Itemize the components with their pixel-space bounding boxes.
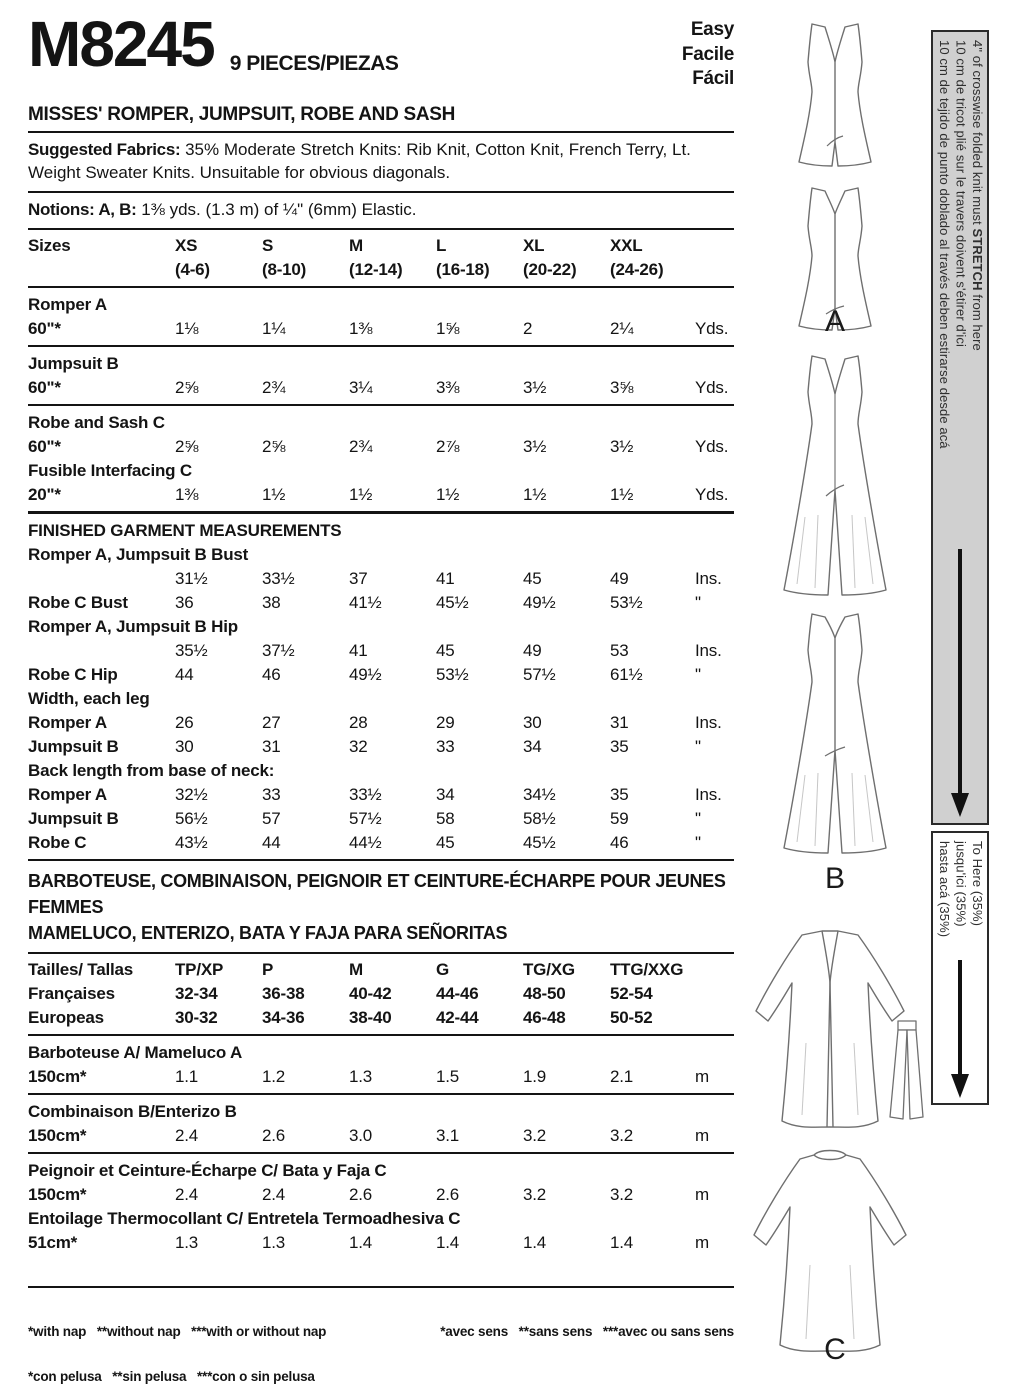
- value-cell: 31: [262, 736, 281, 756]
- french-title-line: BARBOTEUSE, COMBINAISON, PEIGNOIR ET CEINTURE-ÉCHARPE POUR JEUNES FEMMES: [28, 870, 726, 918]
- row-label: Sizes: [28, 235, 71, 255]
- row-heading-label: Romper A, Jumpsuit B Hip: [28, 616, 238, 636]
- value-cell: 38-40: [349, 1008, 392, 1028]
- table-row: [28, 316, 734, 347]
- table-section-heading: [28, 1040, 734, 1064]
- value-cell: 34: [436, 784, 455, 804]
- row-label: Romper A: [28, 712, 108, 732]
- value-cell: 44½: [349, 832, 382, 852]
- table-row: [28, 981, 734, 1005]
- spanish-title-line: MAMELUCO, ENTERIZO, BATA Y FAJA PARA SEÑORITAS: [28, 923, 508, 944]
- value-cell: S: [262, 235, 274, 255]
- to-here-box: [931, 831, 989, 1105]
- row-heading-label: Romper A: [28, 294, 108, 314]
- value-cell: 49: [523, 640, 542, 660]
- pattern-number: M8245: [28, 8, 214, 80]
- value-cell: 34-36: [262, 1008, 305, 1028]
- value-cell: 45½: [436, 592, 469, 612]
- stretch-instruction-box: [931, 30, 989, 825]
- row-heading-label: Width, each leg: [28, 688, 150, 708]
- table-row: [28, 710, 734, 734]
- row-label: Romper A: [28, 784, 108, 804]
- unit-cell: Yds.: [695, 377, 729, 397]
- view-b-label: B: [824, 862, 845, 895]
- value-cell: 49½: [349, 664, 382, 684]
- stretch-text-spanish: 10 cm de tejido de punto doblado al través deben estirarse desde acá: [936, 40, 952, 449]
- table-section-heading: [28, 1158, 734, 1182]
- row-label: 150cm*: [28, 1185, 87, 1205]
- table-section-heading: [28, 292, 734, 316]
- notions: [28, 193, 734, 230]
- table-row: [28, 233, 734, 257]
- to-here-english: To Here (35%): [969, 841, 985, 927]
- suggested-fabrics-text: 35% Moderate Stretch Knits: Rib Knit, Cotton Knit, French Terry, Lt. Weight Sweater Knits. Unsuitable for obvious diagonals.: [28, 140, 691, 182]
- value-cell: 36-38: [262, 984, 305, 1004]
- value-cell: 31: [610, 712, 629, 732]
- value-cell: 3.0: [349, 1126, 373, 1146]
- stretch-text-english: 4" of crosswise folded knit must STRETCH from here: [969, 40, 985, 351]
- value-cell: 53½: [436, 664, 469, 684]
- robe-front-line-art: [756, 931, 904, 1127]
- table-row: [28, 434, 734, 458]
- table-section-heading: [28, 758, 734, 782]
- table-row: [28, 734, 734, 758]
- value-cell: XS: [175, 235, 198, 255]
- value-cell: 27: [262, 712, 281, 732]
- value-cell: 33½: [349, 784, 382, 804]
- value-cell: 44: [175, 664, 194, 684]
- value-cell: 42-44: [436, 1008, 479, 1028]
- footnote-french: *avec sens **sans sens ***avec ou sans sens: [440, 1324, 734, 1340]
- footnotes: [28, 1286, 734, 1389]
- value-cell: 33: [262, 784, 281, 804]
- row-label: Robe C: [28, 832, 87, 852]
- value-cell: 29: [436, 712, 455, 732]
- value-cell: 1.4: [349, 1233, 373, 1253]
- value-cell: XXL: [610, 235, 643, 255]
- french-spanish-title: [28, 865, 734, 954]
- yardage-and-measurements-table: [28, 233, 734, 861]
- value-cell: 44-46: [436, 984, 479, 1004]
- stretch-down-arrow-icon: [951, 549, 969, 817]
- value-cell: 46-48: [523, 1008, 566, 1028]
- table-row: [28, 482, 734, 514]
- value-cell: 1⅝: [436, 318, 460, 338]
- value-cell: 1½: [349, 484, 373, 504]
- unit-cell: ": [695, 832, 701, 852]
- table-section-heading: [28, 542, 734, 566]
- value-cell: 28: [349, 712, 368, 732]
- value-cell: 2.4: [175, 1126, 199, 1146]
- value-cell: 48-50: [523, 984, 566, 1004]
- row-label: 60"*: [28, 436, 61, 456]
- footnote-spanish: *con pelusa **sin pelusa ***con o sin pelusa: [28, 1369, 315, 1385]
- row-label: Tailles/ Tallas: [28, 960, 134, 980]
- unit-cell: m: [695, 1185, 709, 1205]
- value-cell: 1.4: [610, 1233, 634, 1253]
- unit-cell: m: [695, 1233, 709, 1253]
- view-a-label: A: [824, 305, 845, 338]
- difficulty-es: Fácil: [692, 68, 734, 90]
- value-cell: 2: [523, 318, 533, 338]
- value-cell: 2.6: [262, 1126, 286, 1146]
- row-heading-label: Fusible Interfacing C: [28, 460, 192, 480]
- value-cell: 32½: [175, 784, 208, 804]
- notions-label: Notions: A, B:: [28, 199, 137, 219]
- value-cell: XL: [523, 235, 545, 255]
- garment-title: MISSES' ROMPER, JUMPSUIT, ROBE AND SASH: [28, 104, 734, 133]
- table-row: [28, 806, 734, 830]
- row-label: Robe C Hip: [28, 664, 118, 684]
- value-cell: 30-32: [175, 1008, 218, 1028]
- value-cell: 2¾: [349, 436, 373, 456]
- row-heading-label: Barboteuse A/ Mameluco A: [28, 1043, 243, 1063]
- table-row: [28, 257, 734, 288]
- difficulty-en: Easy: [690, 19, 734, 40]
- value-cell: 2⅝: [262, 436, 286, 456]
- value-cell: 33½: [262, 568, 295, 588]
- value-cell: 30: [175, 736, 194, 756]
- value-cell: 1½: [262, 484, 286, 504]
- row-label: 60"*: [28, 318, 61, 338]
- value-cell: 3⅜: [436, 377, 460, 397]
- value-cell: L: [436, 235, 447, 255]
- value-cell: 3.1: [436, 1126, 460, 1146]
- illustration-column: [740, 0, 930, 1389]
- value-cell: 2⅝: [175, 436, 199, 456]
- value-cell: 49½: [523, 592, 556, 612]
- difficulty-block: [682, 12, 734, 92]
- value-cell: 1.3: [262, 1233, 286, 1253]
- header: [28, 8, 734, 92]
- value-cell: M: [349, 235, 363, 255]
- value-cell: 35: [610, 736, 629, 756]
- unit-cell: ": [695, 808, 701, 828]
- suggested-fabrics: [28, 133, 734, 193]
- value-cell: 35½: [175, 640, 208, 660]
- value-cell: (20-22): [523, 259, 577, 279]
- value-cell: 2¾: [262, 377, 286, 397]
- notions-text: 1⅜ yds. (1.3 m) of ¼" (6mm) Elastic.: [136, 199, 417, 219]
- value-cell: 1⅜: [349, 318, 373, 338]
- table-row: [28, 638, 734, 662]
- footnote-line-1: [28, 1324, 734, 1339]
- value-cell: 3½: [523, 436, 547, 456]
- value-cell: 52-54: [610, 984, 653, 1004]
- value-cell: 1.3: [175, 1233, 199, 1253]
- jumpsuit-b-illustration: [765, 352, 905, 892]
- row-heading-label: Jumpsuit B: [28, 353, 119, 373]
- value-cell: (4-6): [175, 259, 210, 279]
- row-label: 60"*: [28, 377, 61, 397]
- value-cell: 46: [610, 832, 629, 852]
- value-cell: TP/XP: [175, 960, 224, 980]
- value-cell: 57: [262, 808, 281, 828]
- footnote-english: *with nap **without nap ***with or without nap: [28, 1324, 327, 1340]
- row-heading-label: Romper A, Jumpsuit B Bust: [28, 544, 249, 564]
- value-cell: 1.3: [349, 1067, 373, 1087]
- table-section-heading: [28, 686, 734, 710]
- value-cell: 3½: [523, 377, 547, 397]
- value-cell: 57½: [349, 808, 382, 828]
- stretch-instruction-text: [935, 40, 985, 449]
- row-label: Jumpsuit B: [28, 808, 119, 828]
- value-cell: 41: [436, 568, 455, 588]
- metric-yardage-table: [28, 957, 734, 1254]
- robe-back-line-art: [754, 1151, 906, 1352]
- table-section-heading: [28, 614, 734, 638]
- value-cell: 1⅛: [175, 318, 199, 338]
- value-cell: 2.4: [262, 1185, 286, 1205]
- value-cell: 2.4: [175, 1185, 199, 1205]
- value-cell: 33: [436, 736, 455, 756]
- value-cell: 61½: [610, 664, 643, 684]
- value-cell: (24-26): [610, 259, 664, 279]
- table-row: [28, 590, 734, 614]
- jumpsuit-front-line-art: [784, 356, 886, 595]
- value-cell: 1.4: [436, 1233, 460, 1253]
- table-row: [28, 1123, 734, 1154]
- value-cell: 3⅝: [610, 377, 634, 397]
- value-cell: 34: [523, 736, 542, 756]
- table-row: [28, 1005, 734, 1036]
- value-cell: 1.2: [262, 1067, 286, 1087]
- stretch-text-french: 10 cm de tricot plié sur le travers doivent s'étirer d'ici: [953, 40, 969, 347]
- table-section-heading: [28, 518, 734, 542]
- to-here-spanish: hasta acá (35%): [936, 841, 952, 938]
- row-label: 150cm*: [28, 1067, 87, 1087]
- value-cell: 1¼: [262, 318, 286, 338]
- value-cell: 1.4: [523, 1233, 547, 1253]
- unit-cell: Yds.: [695, 484, 729, 504]
- value-cell: (16-18): [436, 259, 490, 279]
- unit-cell: Ins.: [695, 640, 722, 660]
- value-cell: 1.1: [175, 1067, 199, 1087]
- value-cell: 38: [262, 592, 281, 612]
- value-cell: M: [349, 960, 363, 980]
- value-cell: 1⅜: [175, 484, 199, 504]
- sash-line-art: [890, 1021, 923, 1119]
- value-cell: 56½: [175, 808, 208, 828]
- value-cell: 3¼: [349, 377, 373, 397]
- table-row: [28, 1064, 734, 1095]
- value-cell: (8-10): [262, 259, 307, 279]
- table-row: [28, 957, 734, 981]
- value-cell: 37: [349, 568, 368, 588]
- table-row: [28, 1230, 734, 1254]
- value-cell: 44: [262, 832, 281, 852]
- unit-cell: Ins.: [695, 712, 722, 732]
- value-cell: 37½: [262, 640, 295, 660]
- value-cell: 43½: [175, 832, 208, 852]
- value-cell: 2.1: [610, 1067, 634, 1087]
- value-cell: 3½: [610, 436, 634, 456]
- main-column: [28, 8, 734, 1389]
- row-label: 20"*: [28, 484, 61, 504]
- value-cell: 2⅞: [436, 436, 460, 456]
- jumpsuit-back-line-art: [784, 614, 886, 853]
- suggested-fabrics-label: Suggested Fabrics:: [28, 140, 181, 160]
- row-heading-label: Robe and Sash C: [28, 412, 165, 432]
- value-cell: 58: [436, 808, 455, 828]
- row-heading-label: Entoilage Thermocollant C/ Entretela Termoadhesiva C: [28, 1209, 461, 1229]
- value-cell: 45: [436, 832, 455, 852]
- table-row: [28, 375, 734, 406]
- table-row: [28, 1182, 734, 1206]
- row-heading-label: Combinaison B/Enterizo B: [28, 1102, 237, 1122]
- value-cell: 35: [610, 784, 629, 804]
- row-label: Jumpsuit B: [28, 736, 119, 756]
- value-cell: (12-14): [349, 259, 403, 279]
- row-label: Robe C Bust: [28, 592, 128, 612]
- value-cell: 34½: [523, 784, 556, 804]
- unit-cell: m: [695, 1126, 709, 1146]
- value-cell: 53½: [610, 592, 643, 612]
- value-cell: 2.6: [349, 1185, 373, 1205]
- table-section-heading: [28, 1206, 734, 1230]
- table-row: [28, 566, 734, 590]
- value-cell: 45½: [523, 832, 556, 852]
- value-cell: 30: [523, 712, 542, 732]
- row-label: 51cm*: [28, 1233, 78, 1253]
- value-cell: 41: [349, 640, 368, 660]
- unit-cell: ": [695, 664, 701, 684]
- unit-cell: Yds.: [695, 436, 729, 456]
- value-cell: 57½: [523, 664, 556, 684]
- row-label: 150cm*: [28, 1126, 87, 1146]
- value-cell: 46: [262, 664, 281, 684]
- value-cell: 32-34: [175, 984, 218, 1004]
- value-cell: 58½: [523, 808, 556, 828]
- value-cell: 41½: [349, 592, 382, 612]
- value-cell: 1.9: [523, 1067, 547, 1087]
- value-cell: TG/XG: [523, 960, 575, 980]
- unit-cell: Ins.: [695, 784, 722, 804]
- value-cell: 45: [436, 640, 455, 660]
- value-cell: 1½: [436, 484, 460, 504]
- value-cell: 31½: [175, 568, 208, 588]
- unit-cell: m: [695, 1067, 709, 1087]
- row-label: Françaises: [28, 984, 115, 1004]
- value-cell: 1½: [610, 484, 634, 504]
- table-row: [28, 662, 734, 686]
- table-section-heading: [28, 458, 734, 482]
- value-cell: 2.6: [436, 1185, 460, 1205]
- value-cell: 32: [349, 736, 368, 756]
- difficulty-fr: Facile: [681, 43, 734, 65]
- value-cell: P: [262, 960, 274, 980]
- unit-cell: Ins.: [695, 568, 722, 588]
- value-cell: 2⅝: [175, 377, 199, 397]
- table-section-heading: [28, 410, 734, 434]
- value-cell: 45: [523, 568, 542, 588]
- unit-cell: ": [695, 592, 701, 612]
- to-here-down-arrow-icon: [951, 960, 969, 1098]
- robe-c-illustration: [740, 925, 930, 1365]
- value-cell: 26: [175, 712, 194, 732]
- value-cell: 3.2: [523, 1185, 547, 1205]
- table-section-heading: [28, 351, 734, 375]
- row-heading-label: Back length from base of neck:: [28, 760, 275, 780]
- value-cell: 3.2: [610, 1126, 634, 1146]
- row-heading-label: Peignoir et Ceinture-Écharpe C/ Bata y Faja C: [28, 1161, 387, 1181]
- row-label: Europeas: [28, 1008, 104, 1028]
- table-row: [28, 782, 734, 806]
- value-cell: 53: [610, 640, 629, 660]
- value-cell: TTG/XXG: [610, 960, 684, 980]
- value-cell: 36: [175, 592, 194, 612]
- value-cell: 3.2: [523, 1126, 547, 1146]
- value-cell: 1.5: [436, 1067, 460, 1087]
- value-cell: 1½: [523, 484, 547, 504]
- value-cell: 40-42: [349, 984, 392, 1004]
- row-heading-label: FINISHED GARMENT MEASUREMENTS: [28, 520, 342, 540]
- value-cell: 3.2: [610, 1185, 634, 1205]
- pieces-count: 9 PIECES/PIEZAS: [229, 52, 399, 75]
- value-cell: 59: [610, 808, 629, 828]
- unit-cell: Yds.: [695, 318, 729, 338]
- value-cell: 50-52: [610, 1008, 653, 1028]
- view-c-label: C: [824, 1333, 846, 1366]
- to-here-text: [935, 841, 985, 937]
- value-cell: 49: [610, 568, 629, 588]
- value-cell: 2¼: [610, 318, 634, 338]
- table-section-heading: [28, 1099, 734, 1123]
- table-row: [28, 830, 734, 861]
- unit-cell: ": [695, 736, 701, 756]
- romper-front-line-art: [799, 24, 871, 166]
- romper-a-illustration: [770, 18, 900, 338]
- value-cell: G: [436, 960, 450, 980]
- to-here-french: jusqu'ici (35%): [953, 841, 969, 927]
